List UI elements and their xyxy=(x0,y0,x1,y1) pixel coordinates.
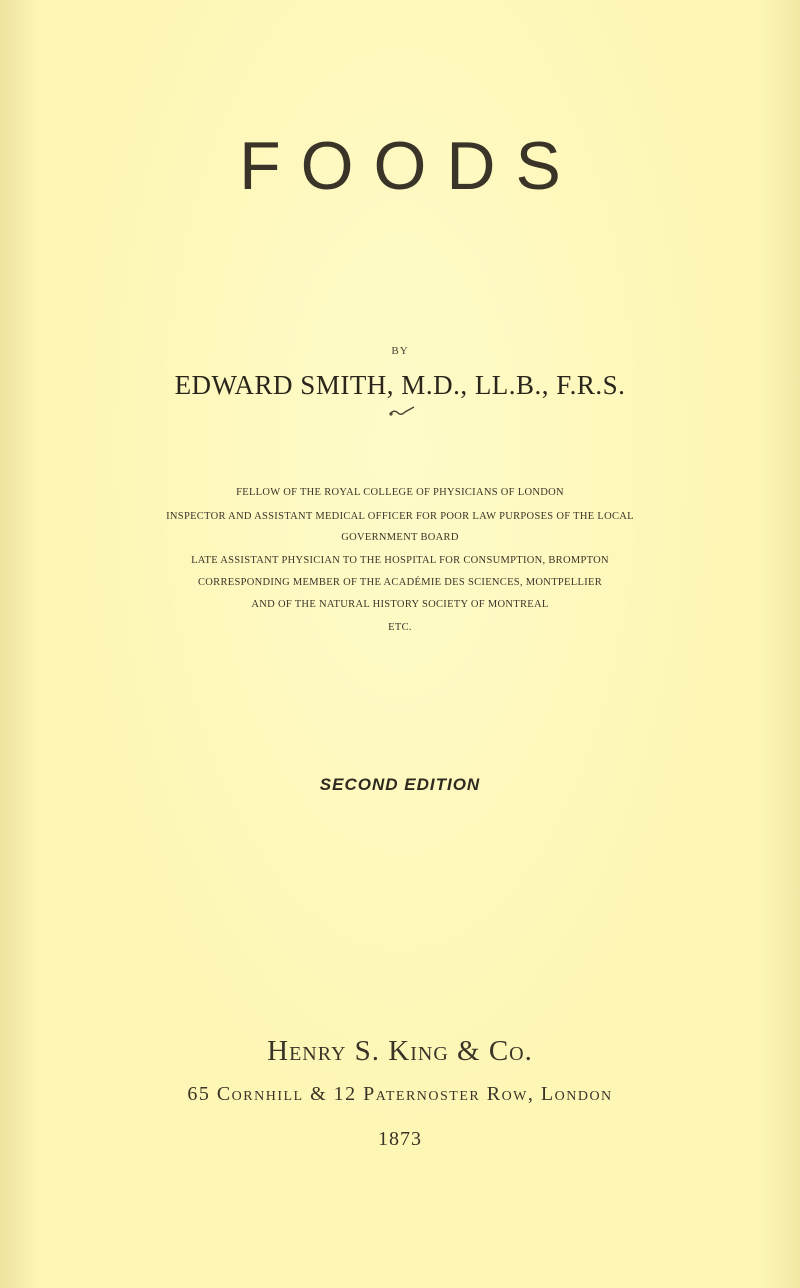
author-name: EDWARD SMITH, M.D., LL.B., F.R.S. xyxy=(174,370,626,400)
credential-line: GOVERNMENT BOARD xyxy=(341,532,459,543)
flourish-ornament-icon xyxy=(388,406,416,418)
credential-line: LATE ASSISTANT PHYSICIAN TO THE HOSPITAL FOR CONSUMPTION, BROMPTON xyxy=(191,555,609,566)
edition-label: SECOND EDITION xyxy=(319,775,481,794)
book-title: FOODS xyxy=(239,128,581,204)
credential-line: AND OF THE NATURAL HISTORY SOCIETY OF MONTREAL xyxy=(251,599,549,610)
publication-year: 1873 xyxy=(378,1128,422,1150)
credential-line: FELLOW OF THE ROYAL COLLEGE OF PHYSICIANS OF LONDON xyxy=(236,487,564,498)
by-line: BY xyxy=(391,345,409,357)
publisher-address: 65 Cornhill & 12 Paternoster Row, London xyxy=(187,1083,613,1105)
credential-line: INSPECTOR AND ASSISTANT MEDICAL OFFICER FOR POOR LAW PURPOSES OF THE LOCAL xyxy=(166,511,634,522)
credential-line: CORRESPONDING MEMBER OF THE ACADÉMIE DES SCIENCES, MONTPELLIER xyxy=(197,577,603,588)
publisher-name: Henry S. King & Co. xyxy=(267,1035,533,1067)
credential-line: ETC. xyxy=(388,622,412,633)
